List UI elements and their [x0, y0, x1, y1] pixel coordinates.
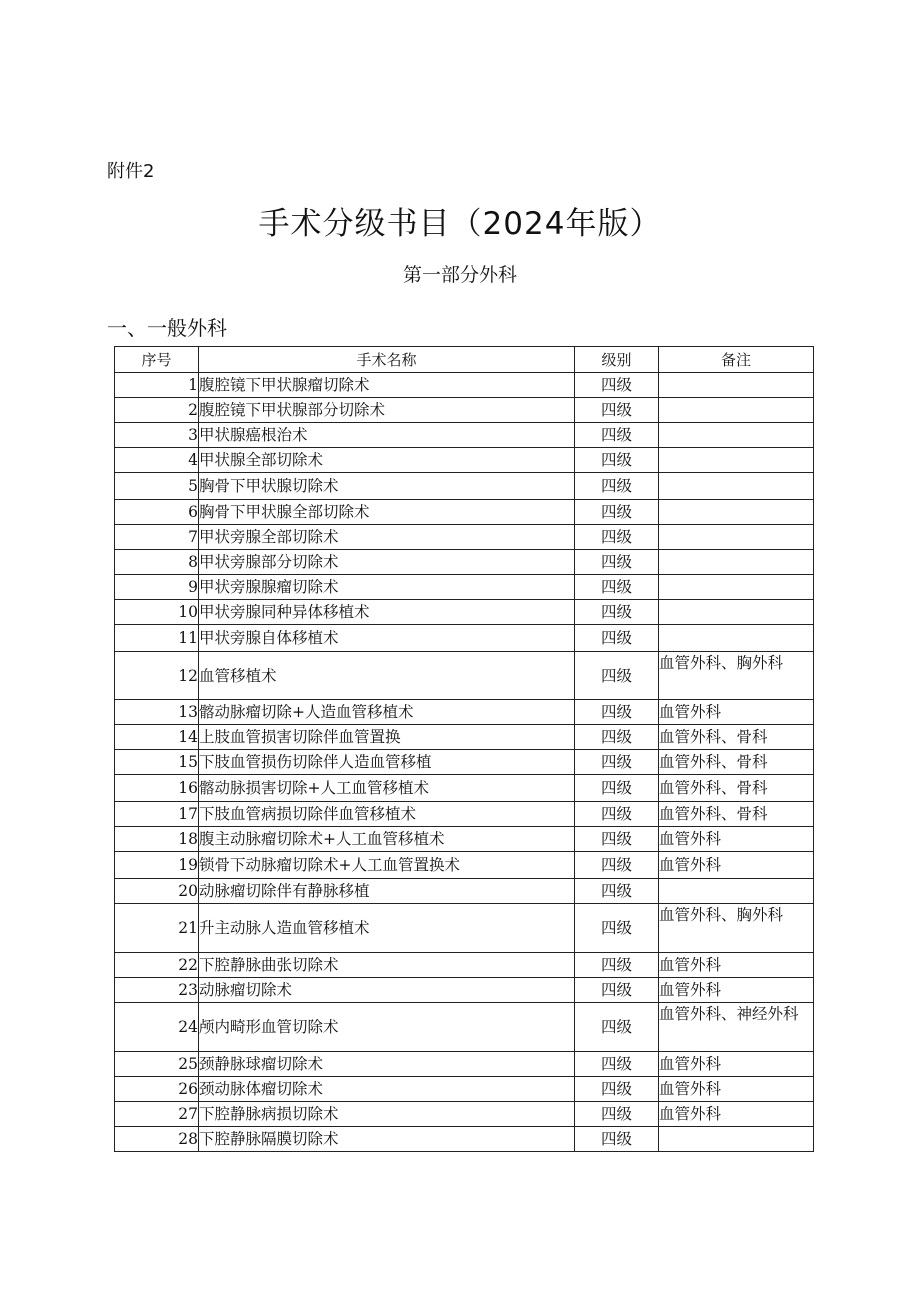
surgery-name: 动脉瘤切除术 — [199, 978, 575, 1003]
table-row — [115, 525, 814, 550]
table-header-row — [115, 347, 814, 373]
surgery-name: 下肢血管病损切除伴血管移植术 — [199, 802, 575, 827]
surgery-level: 四级 — [575, 1003, 659, 1052]
surgery-name: 髂动脉瘤切除+人造血管移植术 — [199, 700, 575, 725]
table-row — [115, 1003, 814, 1052]
table-row — [115, 423, 814, 448]
table-row — [115, 1102, 814, 1127]
table-row — [115, 827, 814, 852]
table-row — [115, 879, 814, 904]
surgery-name: 血管移植术 — [199, 652, 575, 700]
surgery-name: 锁骨下动脉瘤切除术+人工血管置换术 — [199, 852, 575, 879]
attachment-label: 附件2 — [107, 161, 155, 182]
table-row — [115, 652, 814, 700]
part-title: 第一部分外科 — [402, 264, 517, 286]
row-number: 21 — [115, 904, 199, 953]
surgery-note — [659, 600, 814, 625]
row-number: 12 — [115, 652, 199, 700]
surgery-note: 血管外科 — [659, 852, 814, 879]
surgery-level: 四级 — [575, 398, 659, 423]
surgery-note: 血管外科 — [659, 1052, 814, 1077]
surgery-name: 腹主动脉瘤切除术+人工血管移植术 — [199, 827, 575, 852]
surgery-name: 下腔静脉隔膜切除术 — [199, 1127, 575, 1152]
surgery-note: 血管外科、骨科 — [659, 750, 814, 775]
surgery-note — [659, 448, 814, 473]
table-row — [115, 448, 814, 473]
surgery-name: 颈静脉球瘤切除术 — [199, 1052, 575, 1077]
table-row — [115, 1127, 814, 1152]
row-number: 8 — [115, 550, 199, 575]
surgery-name: 甲状腺全部切除术 — [199, 448, 575, 473]
surgery-name: 颈动脉体瘤切除术 — [199, 1077, 575, 1102]
surgery-note — [659, 500, 814, 525]
surgery-name: 甲状旁腺自体移植术 — [199, 625, 575, 652]
surgery-name: 胸骨下甲状腺切除术 — [199, 473, 575, 500]
row-number: 23 — [115, 978, 199, 1003]
table-row — [115, 1077, 814, 1102]
row-number: 1 — [115, 373, 199, 398]
surgery-name: 动脉瘤切除伴有静脉移植 — [199, 879, 575, 904]
surgery-level: 四级 — [575, 525, 659, 550]
surgery-name: 上肢血管损害切除伴血管置换 — [199, 725, 575, 750]
surgery-note: 血管外科、骨科 — [659, 775, 814, 802]
surgery-note — [659, 373, 814, 398]
header-level: 级别 — [575, 347, 659, 373]
surgery-name: 甲状旁腺腺瘤切除术 — [199, 575, 575, 600]
surgery-note — [659, 550, 814, 575]
surgery-level: 四级 — [575, 1077, 659, 1102]
surgery-name: 甲状旁腺全部切除术 — [199, 525, 575, 550]
surgery-name: 颅内畸形血管切除术 — [199, 1003, 575, 1052]
surgery-level: 四级 — [575, 575, 659, 600]
table-row — [115, 904, 814, 953]
row-number: 6 — [115, 500, 199, 525]
table-row — [115, 500, 814, 525]
row-number: 4 — [115, 448, 199, 473]
surgery-name: 胸骨下甲状腺全部切除术 — [199, 500, 575, 525]
row-number: 7 — [115, 525, 199, 550]
surgery-note — [659, 423, 814, 448]
table-row — [115, 725, 814, 750]
header-name: 手术名称 — [199, 347, 575, 373]
surgery-note — [659, 1127, 814, 1152]
surgery-level: 四级 — [575, 600, 659, 625]
surgery-name: 甲状腺癌根治术 — [199, 423, 575, 448]
row-number: 24 — [115, 1003, 199, 1052]
surgery-level: 四级 — [575, 750, 659, 775]
header-no: 序号 — [115, 347, 199, 373]
table-row — [115, 802, 814, 827]
surgery-level: 四级 — [575, 1102, 659, 1127]
row-number: 10 — [115, 600, 199, 625]
table-row — [115, 852, 814, 879]
surgery-note — [659, 398, 814, 423]
row-number: 14 — [115, 725, 199, 750]
surgery-note — [659, 879, 814, 904]
surgery-note: 血管外科 — [659, 1102, 814, 1127]
table-row — [115, 750, 814, 775]
surgery-name: 甲状旁腺同种异体移植术 — [199, 600, 575, 625]
surgery-note: 血管外科、胸外科 — [659, 652, 814, 700]
surgery-note: 血管外科、骨科 — [659, 802, 814, 827]
row-number: 28 — [115, 1127, 199, 1152]
document-title: 手术分级书目（2024年版） — [258, 206, 662, 242]
surgery-table — [114, 346, 814, 1152]
surgery-note: 血管外科 — [659, 827, 814, 852]
row-number: 15 — [115, 750, 199, 775]
surgery-level: 四级 — [575, 373, 659, 398]
surgery-level: 四级 — [575, 448, 659, 473]
surgery-note: 血管外科 — [659, 953, 814, 978]
surgery-level: 四级 — [575, 473, 659, 500]
row-number: 2 — [115, 398, 199, 423]
table-row — [115, 700, 814, 725]
header-note: 备注 — [659, 347, 814, 373]
row-number: 3 — [115, 423, 199, 448]
surgery-name: 腹腔镜下甲状腺部分切除术 — [199, 398, 575, 423]
table-row — [115, 953, 814, 978]
section-title: 一、一般外科 — [107, 316, 227, 340]
surgery-note: 血管外科 — [659, 700, 814, 725]
surgery-level: 四级 — [575, 879, 659, 904]
table-row — [115, 775, 814, 802]
table-row — [115, 1052, 814, 1077]
row-number: 25 — [115, 1052, 199, 1077]
surgery-level: 四级 — [575, 700, 659, 725]
surgery-level: 四级 — [575, 423, 659, 448]
surgery-name: 下腔静脉病损切除术 — [199, 1102, 575, 1127]
surgery-note: 血管外科 — [659, 978, 814, 1003]
surgery-name: 髂动脉损害切除+人工血管移植术 — [199, 775, 575, 802]
surgery-note: 血管外科、骨科 — [659, 725, 814, 750]
surgery-level: 四级 — [575, 802, 659, 827]
surgery-level: 四级 — [575, 904, 659, 953]
row-number: 17 — [115, 802, 199, 827]
surgery-level: 四级 — [575, 978, 659, 1003]
row-number: 27 — [115, 1102, 199, 1127]
surgery-note: 血管外科、神经外科 — [659, 1003, 814, 1052]
surgery-level: 四级 — [575, 1127, 659, 1152]
surgery-note — [659, 625, 814, 652]
surgery-note — [659, 473, 814, 500]
row-number: 11 — [115, 625, 199, 652]
surgery-name: 下腔静脉曲张切除术 — [199, 953, 575, 978]
table-row — [115, 600, 814, 625]
row-number: 26 — [115, 1077, 199, 1102]
table-row — [115, 398, 814, 423]
row-number: 20 — [115, 879, 199, 904]
table-row — [115, 473, 814, 500]
surgery-level: 四级 — [575, 827, 659, 852]
table-row — [115, 625, 814, 652]
row-number: 13 — [115, 700, 199, 725]
row-number: 9 — [115, 575, 199, 600]
surgery-level: 四级 — [575, 625, 659, 652]
surgery-level: 四级 — [575, 725, 659, 750]
row-number: 22 — [115, 953, 199, 978]
surgery-level: 四级 — [575, 652, 659, 700]
surgery-level: 四级 — [575, 500, 659, 525]
surgery-name: 下肢血管损伤切除伴人造血管移植 — [199, 750, 575, 775]
surgery-level: 四级 — [575, 775, 659, 802]
table-row — [115, 978, 814, 1003]
surgery-note — [659, 525, 814, 550]
surgery-note — [659, 575, 814, 600]
surgery-note: 血管外科 — [659, 1077, 814, 1102]
table-body — [115, 373, 814, 1152]
surgery-name: 升主动脉人造血管移植术 — [199, 904, 575, 953]
row-number: 18 — [115, 827, 199, 852]
row-number: 16 — [115, 775, 199, 802]
table-row — [115, 373, 814, 398]
surgery-level: 四级 — [575, 550, 659, 575]
surgery-level: 四级 — [575, 953, 659, 978]
surgery-name: 甲状旁腺部分切除术 — [199, 550, 575, 575]
surgery-name: 腹腔镜下甲状腺瘤切除术 — [199, 373, 575, 398]
row-number: 19 — [115, 852, 199, 879]
surgery-note: 血管外科、胸外科 — [659, 904, 814, 953]
surgery-level: 四级 — [575, 852, 659, 879]
row-number: 5 — [115, 473, 199, 500]
table-row — [115, 550, 814, 575]
table-row — [115, 575, 814, 600]
surgery-level: 四级 — [575, 1052, 659, 1077]
